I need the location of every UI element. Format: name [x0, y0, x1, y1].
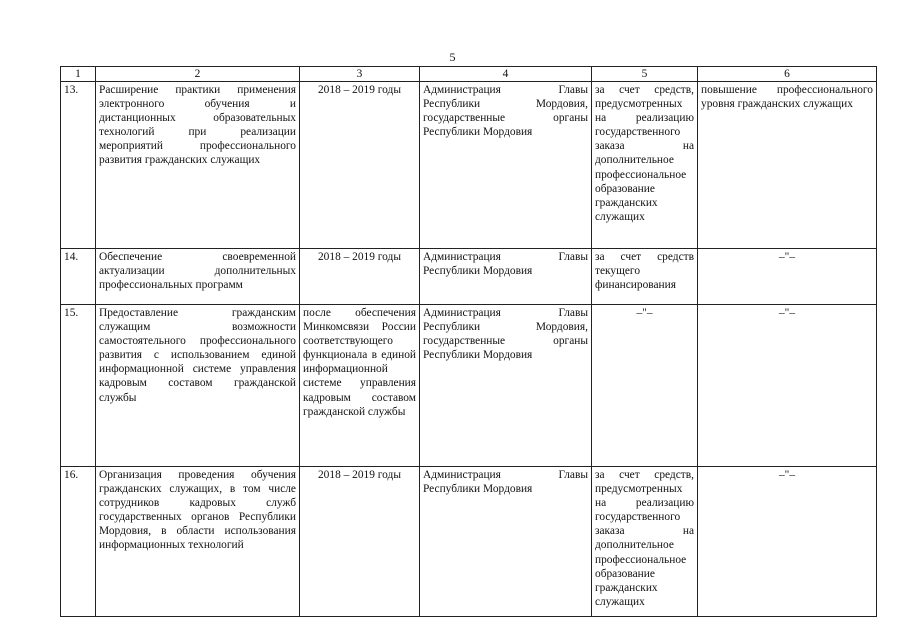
executor-cell: Администрация Главы Республики Мордовия, государственные органы Республики Мордовия [420, 82, 592, 249]
result-cell [698, 305, 877, 467]
column-header: 5 [592, 67, 698, 82]
period-cell: 2018 – 2019 годы [300, 82, 420, 249]
row-number: 16. [61, 467, 96, 617]
page-number: 5 [449, 50, 456, 64]
measure-cell: Обеспечение своевременной актуализации дополнительных профессиональных программ [96, 249, 300, 305]
period-cell: после обеспечения Минкомсвязи России соответствующего функционала в единой информационной системе управления кадровым составом гражданской службы [300, 305, 420, 467]
row-number: 13. [61, 82, 96, 249]
table-header-row [61, 67, 877, 82]
ditto-mark: –"– [778, 469, 796, 481]
measure-cell: Расширение практики применения электронного обучения и дистанционных образовательных технологий при реализации мероприятий профессионального развития гражданских служащих [96, 82, 300, 249]
result-cell [698, 467, 877, 617]
financing-cell [592, 305, 698, 467]
result-cell: повышение профессионального уровня гражданских служащих [698, 82, 877, 249]
measure-cell: Организация проведения обучения гражданских служащих, в том числе сотрудников кадровых служб государственных органов Республики Мордовия, в области использования информационных технологий [96, 467, 300, 617]
ditto-mark: –"– [636, 307, 653, 319]
row-number: 14. [61, 249, 96, 305]
financing-cell: за счет средств текущего финансирования [592, 249, 698, 305]
financing-cell: за счет средств, предусмотренных на реализацию государственного заказа на дополнительное профессиональное образование гражданских служащих [592, 467, 698, 617]
measures-table [60, 66, 877, 617]
table-row [61, 82, 877, 249]
row-number: 15. [61, 305, 96, 467]
column-header: 3 [300, 67, 420, 82]
column-header: 4 [420, 67, 592, 82]
table-row [61, 305, 877, 467]
ditto-mark: –"– [778, 307, 796, 319]
executor-cell: Администрация Главы Республики Мордовия [420, 249, 592, 305]
measure-cell: Предоставление гражданским служащим возможности самостоятельного профессионального развития с использованием единой информационной системе управления кадровым составом гражданской службы [96, 305, 300, 467]
executor-cell: Администрация Главы Республики Мордовия, государственные органы Республики Мордовия [420, 305, 592, 467]
ditto-mark: –"– [778, 251, 796, 263]
column-header: 1 [61, 67, 96, 82]
table-row [61, 467, 877, 617]
period-cell: 2018 – 2019 годы [300, 467, 420, 617]
result-cell [698, 249, 877, 305]
table-row [61, 249, 877, 305]
column-header: 2 [96, 67, 300, 82]
period-cell: 2018 – 2019 годы [300, 249, 420, 305]
financing-cell: за счет средств, предусмотренных на реализацию государственного заказа на дополнительное профессиональное образование гражданских служащих [592, 82, 698, 249]
executor-cell: Администрация Главы Республики Мордовия [420, 467, 592, 617]
column-header: 6 [698, 67, 877, 82]
